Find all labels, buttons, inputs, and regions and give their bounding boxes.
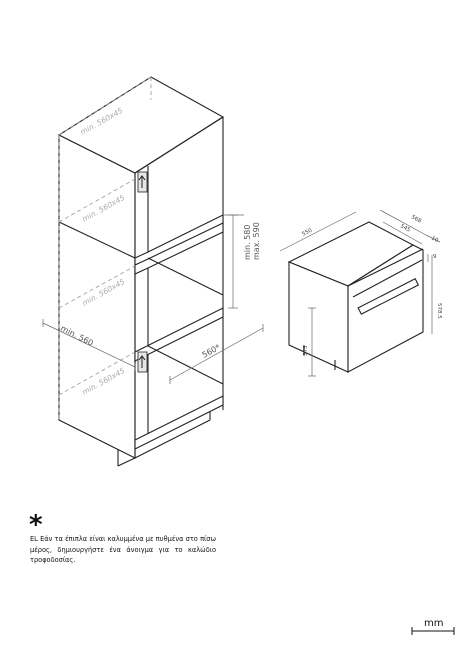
middle-shelf-depth-label: min. 560x45 xyxy=(80,276,127,308)
top-depth-label: min. 560x45 xyxy=(78,105,125,137)
oven-drawing xyxy=(289,222,423,372)
cabinet-dimension-lines xyxy=(43,215,263,384)
oven-top-gap-label: 9 xyxy=(433,254,437,260)
lower-shelf-depth-label: min. 560x45 xyxy=(80,365,127,397)
oven-width-label: 550 xyxy=(301,227,314,238)
cabinet-depth-label: 560* xyxy=(200,342,222,360)
installation-note: EL Εάν τα έπιπλα είναι καλυμμένα με πυθμένα στο πίσω μέρος, δημιουργήστε ένα άνοιγμα για το καλώδιο τροφοδοσίας. xyxy=(30,535,216,564)
oven-depth-outer-label: 568 xyxy=(410,214,423,225)
oven-bottom-label: 575 xyxy=(303,345,309,356)
oven-door-label: 10 xyxy=(430,235,440,245)
oven-depth-inner-label: 545 xyxy=(399,223,412,234)
cabinet-width-label: min. 560 xyxy=(59,323,95,348)
note-asterisk: * xyxy=(29,510,43,540)
niche-height-min-label: min. 580 xyxy=(243,224,252,260)
upper-shelf-depth-label: min. 560x45 xyxy=(80,192,127,224)
unit-label: mm xyxy=(424,618,444,629)
niche-height-max-label: max. 590 xyxy=(252,222,261,260)
oven-height-label: 578.5 xyxy=(436,303,442,319)
